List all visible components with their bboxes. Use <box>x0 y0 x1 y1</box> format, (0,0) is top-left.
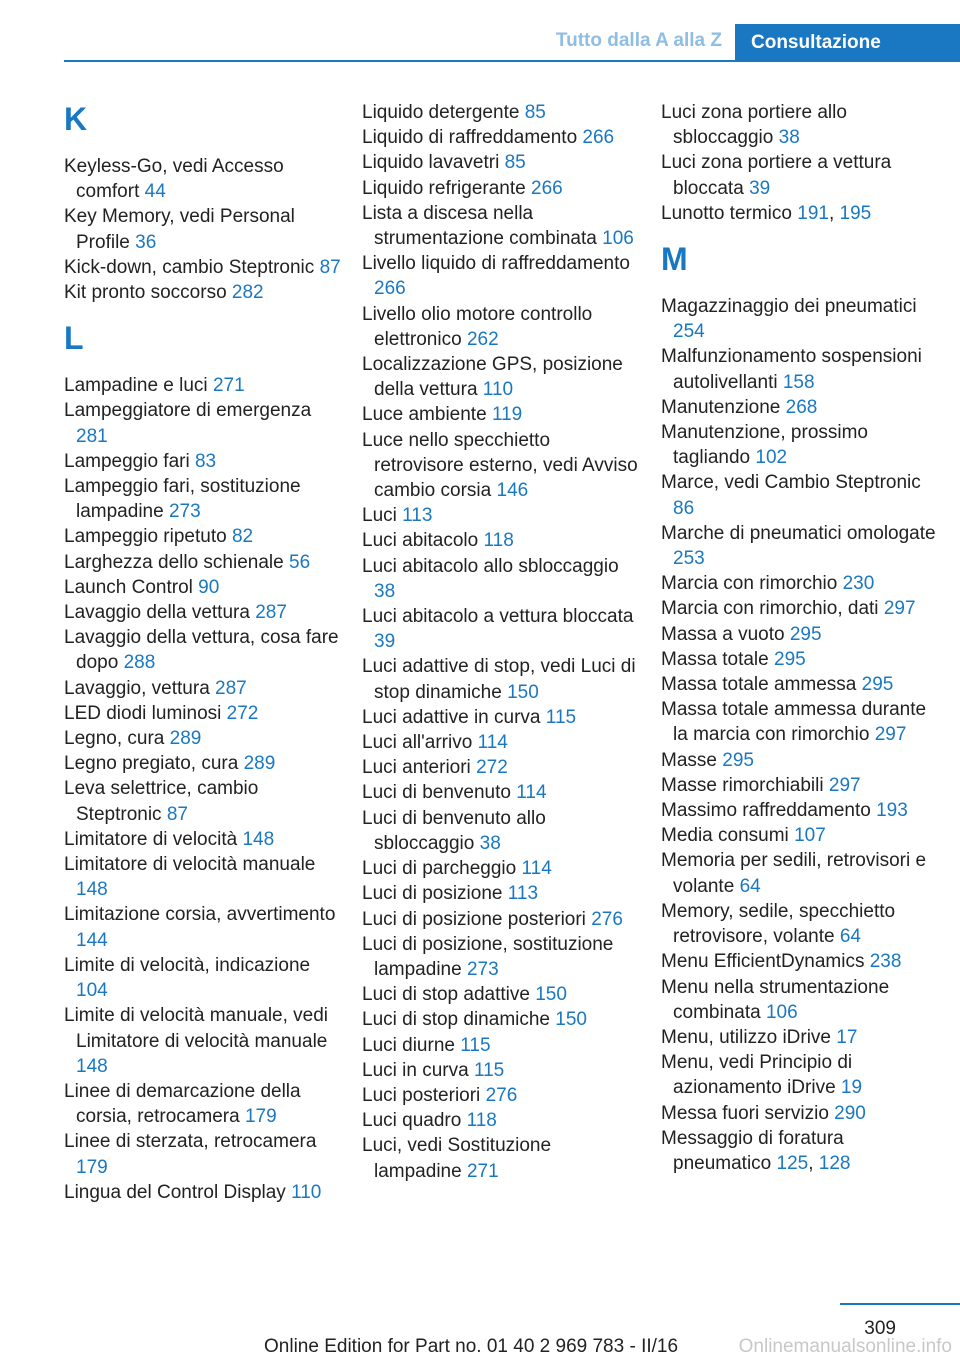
page-reference-link[interactable]: 115 <box>460 1034 491 1056</box>
index-entry <box>661 798 941 823</box>
page-reference-link[interactable]: 295 <box>789 623 822 645</box>
index-entry-text: Limitazione corsia, avvertimento <box>64 904 336 926</box>
page-reference-link[interactable]: 36 <box>135 231 157 253</box>
index-entry-text: Luci abitacolo <box>362 530 479 552</box>
page-reference-link[interactable]: 273 <box>466 958 499 980</box>
page-reference-link[interactable]: 17 <box>836 1026 858 1048</box>
page-reference-link[interactable]: 276 <box>485 1084 518 1106</box>
page-reference-link[interactable]: 272 <box>476 757 508 779</box>
page-reference-link[interactable]: 125 <box>776 1152 809 1174</box>
index-entry <box>362 1108 642 1133</box>
page-reference-link[interactable]: 266 <box>531 177 563 199</box>
index-entry <box>661 596 941 621</box>
page-reference-link[interactable]: 288 <box>123 652 156 674</box>
index-entry <box>64 449 344 474</box>
index-entry-text: Luci quadro <box>362 1110 462 1132</box>
index-entry <box>661 100 941 150</box>
index-entry <box>661 1025 941 1050</box>
index-column-1 <box>64 100 344 1205</box>
page-reference-link[interactable]: 64 <box>739 875 761 897</box>
index-entry-text: Marcia con rimorchio <box>661 573 838 595</box>
page-reference-link[interactable]: 118 <box>466 1110 497 1132</box>
index-entry <box>362 604 642 654</box>
index-entry <box>64 852 344 902</box>
page-reference-link[interactable]: 297 <box>883 598 916 620</box>
index-entry-text: Lingua del Control Display <box>64 1181 286 1203</box>
index-entry-text: Luci diurne <box>362 1034 455 1056</box>
page-reference-link[interactable]: 38 <box>479 832 501 854</box>
page-reference-link[interactable]: 44 <box>144 181 166 203</box>
index-entry-text: Massa totale <box>661 648 769 670</box>
index-entry <box>64 776 344 826</box>
index-entry-text: Memory, sedile, specchietto retrovisore, volante <box>661 900 896 948</box>
page-reference-link[interactable]: 56 <box>289 551 311 573</box>
index-letter-heading: K <box>64 101 88 137</box>
page-reference-link[interactable]: 104 <box>76 980 108 1002</box>
page-reference-link[interactable]: 113 <box>402 505 433 527</box>
index-entry-text: Lampeggiatore di emergenza <box>64 400 312 422</box>
index-entry <box>362 856 642 881</box>
index-entry-text: Liquido refrigerante <box>362 177 526 199</box>
index-column-3 <box>661 100 941 1176</box>
index-entry-text: Manutenzione <box>661 396 781 418</box>
index-entry <box>661 344 941 394</box>
index-entry-text: Limite di velocità manuale, vedi Limitatore di velocità manuale <box>64 1005 329 1052</box>
index-entry <box>64 600 344 625</box>
page-reference-link[interactable]: 295 <box>774 648 806 670</box>
index-entry <box>661 622 941 647</box>
page-reference-link[interactable]: 266 <box>374 278 406 300</box>
index-entry <box>64 154 344 204</box>
index-entry <box>362 1007 642 1032</box>
index-entry <box>64 373 344 398</box>
page-reference-link[interactable]: 281 <box>76 425 108 447</box>
index-entry-text: Leva selettrice, cambio Steptronic <box>64 778 259 825</box>
page-reference-link[interactable]: 276 <box>591 908 623 930</box>
index-entry-text: Kit pronto soccorso <box>64 282 227 304</box>
index-entry-text: Luci di posizione, sostituzione lampadine <box>362 933 614 980</box>
page-reference-link[interactable]: 114 <box>521 858 552 880</box>
index-entry-text: Marche di pneumatici omologate <box>661 522 936 544</box>
index-entry <box>661 672 941 697</box>
index-entry <box>64 953 344 1003</box>
page-reference-link[interactable]: 148 <box>242 828 275 850</box>
index-entry <box>362 554 642 604</box>
index-entry <box>661 395 941 420</box>
page-reference-link[interactable]: 150 <box>507 681 539 703</box>
index-entry <box>64 1129 344 1179</box>
page-reference-link[interactable]: 254 <box>673 321 705 343</box>
index-entry-text: Legno, cura <box>64 728 165 750</box>
index-entry <box>661 899 941 949</box>
index-entry <box>362 780 642 805</box>
index-entry-text: Luce ambiente <box>362 404 487 426</box>
index-entry <box>64 751 344 776</box>
index-entry-text: Lampeggio fari, sostituzione lampadine <box>64 476 301 523</box>
index-entry-text: Livello liquido di raffreddamento <box>362 253 630 275</box>
index-entry-text: Lampadine e luci <box>64 375 208 397</box>
index-letter-heading: M <box>661 241 688 278</box>
page-reference-link[interactable]: 83 <box>194 450 217 472</box>
index-entry <box>661 571 941 596</box>
index-entry <box>661 823 941 848</box>
index-entry-text: Magazzinaggio dei pneumatici <box>661 296 917 318</box>
index-entry <box>661 420 941 470</box>
index-entry <box>661 748 941 773</box>
page-reference-link[interactable]: 230 <box>842 573 875 595</box>
index-entry-text: Luci anteriori <box>362 757 471 779</box>
index-entry-text: Memoria per sedili, retrovisori e volante <box>661 850 927 897</box>
index-entry-text: Lampeggio ripetuto <box>64 526 227 548</box>
footer-edition: Online Edition for Part no. 01 40 2 969 783 - II/16 <box>264 1336 679 1357</box>
index-entry <box>64 255 344 280</box>
index-entry <box>661 773 941 798</box>
page-reference-link[interactable]: 146 <box>496 480 529 502</box>
index-entry <box>362 982 642 1007</box>
index-entry-text: Limite di velocità, indicazione <box>64 954 311 976</box>
page-reference-link[interactable]: 39 <box>374 631 396 653</box>
index-entry-text: Linee di demarcazione della corsia, retrocamera <box>64 1080 301 1128</box>
index-entry-text: Linee di sterzata, retrocamera <box>64 1131 317 1153</box>
page-reference-link[interactable]: 268 <box>785 396 818 418</box>
index-entry-text: Lavaggio della vettura <box>64 602 250 624</box>
index-entry <box>362 806 642 856</box>
index-entry <box>661 470 941 520</box>
index-entry-text: Key Memory, vedi Personal Profile <box>64 206 295 253</box>
page-reference-link[interactable]: 87 <box>166 803 188 825</box>
index-entry <box>64 204 344 254</box>
page-number: 309 <box>864 1318 896 1339</box>
index-entry <box>64 1180 344 1205</box>
index-entry <box>362 1083 642 1108</box>
index-entry <box>64 701 344 726</box>
index-entry <box>362 907 642 932</box>
index-entry <box>64 280 344 305</box>
page-reference-link[interactable]: 148 <box>76 1055 108 1077</box>
index-entry <box>362 503 642 528</box>
index-entry <box>64 474 344 524</box>
index-entry: Messaggio di foratura pneumatico 125, 128 <box>661 1127 851 1174</box>
index-entry <box>362 100 642 125</box>
page-reference-link[interactable]: 113 <box>507 883 539 905</box>
index-entry <box>362 302 642 352</box>
index-entry-text: Luci di benvenuto allo sbloccaggio <box>362 807 546 854</box>
index-entry <box>362 402 642 427</box>
page-reference-link[interactable]: 114 <box>477 732 508 754</box>
index-entry-text: Limitatore di velocità <box>64 828 238 850</box>
index-entry <box>362 352 642 402</box>
index-entry-text: Liquido detergente <box>362 102 520 123</box>
index-entry-text: Lavaggio, vettura <box>64 677 210 699</box>
index-entry-text: Marcia con rimorchio, dati <box>661 598 879 620</box>
index-entry <box>362 755 642 780</box>
page-reference-link[interactable]: 82 <box>231 526 254 548</box>
index-entry-text: Menu EfficientDynamics <box>661 951 865 973</box>
index-column-2 <box>362 100 642 1184</box>
page-reference-link[interactable]: 106 <box>602 228 634 250</box>
index-entry-text: Malfunzionamento sospensioni autolivellanti <box>661 346 922 393</box>
page-reference-link[interactable]: 287 <box>215 677 247 699</box>
index-entry <box>362 125 642 150</box>
index-entry <box>362 176 642 201</box>
index-entry-text: Lavaggio della vettura, cosa fare dopo <box>64 627 339 674</box>
page-reference-link[interactable]: 128 <box>818 1152 851 1174</box>
page-reference-link[interactable]: 287 <box>255 602 287 624</box>
page-reference-link[interactable]: 271 <box>466 1160 499 1182</box>
index-entry-text: Massa totale ammessa <box>661 674 857 696</box>
page-reference-link[interactable]: 297 <box>828 774 861 796</box>
index-entry-text: Lista a discesa nella strumentazione combinata <box>362 202 597 250</box>
page-reference-link[interactable]: 19 <box>840 1077 863 1099</box>
page-reference-link[interactable]: 238 <box>869 951 902 973</box>
index-entry-text: Luci di stop dinamiche <box>362 1009 550 1031</box>
index-entry-text: Livello olio motore controllo elettronico <box>362 303 593 350</box>
page-reference-link[interactable]: 38 <box>778 127 800 149</box>
page-reference-link[interactable]: 114 <box>516 782 547 804</box>
index-entry-text: Menu nella strumentazione combinata <box>661 976 890 1023</box>
index-entry <box>64 550 344 575</box>
index-entry <box>64 726 344 751</box>
page-reference-link[interactable]: 85 <box>524 102 546 123</box>
index-entry <box>661 949 941 974</box>
index-entry-text: Luci adattive di stop, vedi Luci di stop dinamiche <box>362 656 636 703</box>
page-reference-link[interactable]: 39 <box>749 177 771 199</box>
page-reference-link[interactable]: 102 <box>755 447 788 469</box>
page-reference-link[interactable]: 150 <box>535 984 567 1006</box>
index-entry <box>362 1133 642 1183</box>
section-tab: Consultazione <box>735 24 960 62</box>
page-reference-link[interactable]: 118 <box>483 530 514 552</box>
page-reference-link[interactable]: 253 <box>673 548 705 570</box>
page-reference-link[interactable]: 158 <box>782 371 815 393</box>
page-reference-link[interactable]: 106 <box>765 1001 798 1023</box>
index-entry <box>362 251 642 301</box>
index-entry-text: Kick-down, cambio Steptronic <box>64 256 315 278</box>
index-entry: Lunotto termico 191, 195 <box>661 202 872 224</box>
index-entry <box>362 932 642 982</box>
index-entry-text: Legno pregiato, cura <box>64 753 239 775</box>
page-reference-link[interactable]: 107 <box>794 825 826 847</box>
footer-rule <box>840 1303 960 1305</box>
page-reference-link[interactable]: 110 <box>482 379 514 401</box>
page-reference-link[interactable]: 282 <box>231 282 264 304</box>
index-entry <box>661 647 941 672</box>
page-reference-link[interactable]: 295 <box>722 749 754 771</box>
index-entry-text: LED diodi luminosi <box>64 702 222 724</box>
index-entry-text: Luci di stop adattive <box>362 984 530 1006</box>
index-entry-text: Luci zona portiere a vettura bloccata <box>661 152 892 199</box>
page-reference-link[interactable]: 179 <box>76 1156 108 1178</box>
index-entry-text: Luci di benvenuto <box>362 782 511 804</box>
index-entry-text: Liquido lavavetri <box>362 152 500 174</box>
index-entry-text: Larghezza dello schienale <box>64 551 284 573</box>
index-entry-text: Liquido di raffreddamento <box>362 127 578 149</box>
index-entry <box>64 398 344 448</box>
index-entry-text: Luci abitacolo allo sbloccaggio <box>362 555 619 577</box>
page-reference-link[interactable]: 295 <box>861 674 894 696</box>
index-entry <box>661 975 941 1025</box>
page-reference-link[interactable]: 266 <box>582 127 615 149</box>
page-reference-link[interactable]: 150 <box>555 1009 587 1031</box>
index-entry-text: Luci di parcheggio <box>362 858 517 880</box>
index-entry-text: Marce, vedi Cambio Steptronic <box>661 472 921 494</box>
index-entry <box>362 528 642 553</box>
index-entry-text: Massa totale ammessa durante la marcia con rimorchio <box>661 699 927 746</box>
page-reference-link[interactable]: 110 <box>291 1181 322 1203</box>
index-entry-text: Messaggio di foratura pneumatico <box>661 1127 844 1174</box>
index-entry <box>661 1101 941 1126</box>
page-reference-link[interactable]: 195 <box>839 202 872 224</box>
index-entry-text: Masse <box>661 749 717 771</box>
page-reference-link[interactable]: 290 <box>834 1102 866 1124</box>
page-reference-link[interactable]: 262 <box>466 328 499 350</box>
index-entry <box>362 150 642 175</box>
index-entry-text: Luci all'arrivo <box>362 732 473 754</box>
index-entry <box>362 1058 642 1083</box>
page-reference-link[interactable]: 297 <box>874 724 907 746</box>
index-entry-text: Lunotto termico <box>661 202 792 224</box>
index-entry-text: Luci, vedi Sostituzione lampadine <box>362 1135 552 1182</box>
index-entry-text: Luci <box>362 505 397 527</box>
index-entry <box>64 902 344 952</box>
page-reference-link[interactable]: 87 <box>319 256 341 278</box>
page-reference-link[interactable]: 271 <box>212 375 245 397</box>
index-entry-text: Menu, vedi Principio di azionamento iDrive <box>661 1052 853 1099</box>
index-entry-text: Messa fuori servizio <box>661 1102 829 1124</box>
index-entry-text: Massa a vuoto <box>661 623 785 645</box>
index-entry <box>362 201 642 251</box>
index-entry <box>64 524 344 549</box>
index-entry-text: Luci posteriori <box>362 1084 481 1106</box>
index-entry <box>362 428 642 504</box>
index-entry-text: Manutenzione, prossimo tagliando <box>661 422 868 469</box>
index-entry <box>64 625 344 675</box>
index-entry-text: Media consumi <box>661 825 789 847</box>
page-reference-link[interactable]: 119 <box>491 404 523 426</box>
watermark: Onlinemanualsonline.info <box>738 1336 952 1357</box>
index-entry-text: Masse rimorchiabili <box>661 774 824 796</box>
index-entry <box>661 294 941 344</box>
page-reference-link[interactable]: 148 <box>76 879 108 901</box>
index-entry <box>661 521 941 571</box>
page-reference-link[interactable]: 115 <box>473 1059 505 1081</box>
index-entry <box>64 676 344 701</box>
index-entry <box>661 150 941 200</box>
index-entry-text: Luci di posizione posteriori <box>362 908 586 930</box>
index-entry <box>64 1079 344 1129</box>
index-entry <box>362 654 642 704</box>
index-entry-text: Localizzazione GPS, posizione della vettura <box>362 354 623 401</box>
index-entry-text: Luci di posizione <box>362 883 503 905</box>
index-entry <box>64 827 344 852</box>
index-entry <box>661 1050 941 1100</box>
page-reference-link[interactable]: 179 <box>244 1106 277 1128</box>
page-reference-link[interactable]: 289 <box>169 728 202 750</box>
page-reference-link[interactable]: 85 <box>504 152 526 174</box>
index-entry-text: Luci abitacolo a vettura bloccata <box>362 606 634 628</box>
page-reference-link[interactable]: 273 <box>168 501 201 523</box>
index-letter-heading: L <box>64 320 84 357</box>
page-reference-link[interactable]: 272 <box>226 702 259 724</box>
index-entry <box>64 1003 344 1079</box>
page-reference-link[interactable]: 38 <box>374 580 396 602</box>
index-entry <box>661 848 941 898</box>
page-reference-link[interactable]: 191 <box>797 202 829 224</box>
index-entry <box>661 697 941 747</box>
index-entry <box>362 730 642 755</box>
index-entry-text: Limitatore di velocità manuale <box>64 854 316 876</box>
index-entry-text: Luci adattive in curva <box>362 706 541 728</box>
index-entry-text: Luce nello specchietto retrovisore esterno, vedi Avviso cambio corsia <box>362 429 638 502</box>
page-reference-link[interactable]: 64 <box>839 926 861 948</box>
page-reference-link[interactable]: 193 <box>876 800 908 822</box>
index-entry <box>362 705 642 730</box>
index-entry <box>64 575 344 600</box>
page-reference-link[interactable]: 90 <box>198 576 220 598</box>
page-reference-link[interactable]: 115 <box>545 706 577 728</box>
index-entry-text: Keyless-Go, vedi Accesso comfort <box>64 156 284 203</box>
index-entry-text: Luci in curva <box>362 1059 469 1081</box>
index-entry-text: Massimo raffreddamento <box>661 800 871 822</box>
index-entry <box>362 881 642 906</box>
index-entry-text: Launch Control <box>64 576 193 598</box>
page-reference-link[interactable]: 144 <box>76 929 108 951</box>
index-entry-text: Menu, utilizzo iDrive <box>661 1026 831 1048</box>
index-entry <box>362 1033 642 1058</box>
breadcrumb: Tutto dalla A alla Z <box>555 30 722 51</box>
index-entry-text: Lampeggio fari <box>64 450 190 472</box>
index-entry-text: Luci zona portiere allo sbloccaggio <box>661 102 847 149</box>
page-reference-link[interactable]: 289 <box>243 753 276 775</box>
page-reference-link[interactable]: 86 <box>673 497 695 519</box>
